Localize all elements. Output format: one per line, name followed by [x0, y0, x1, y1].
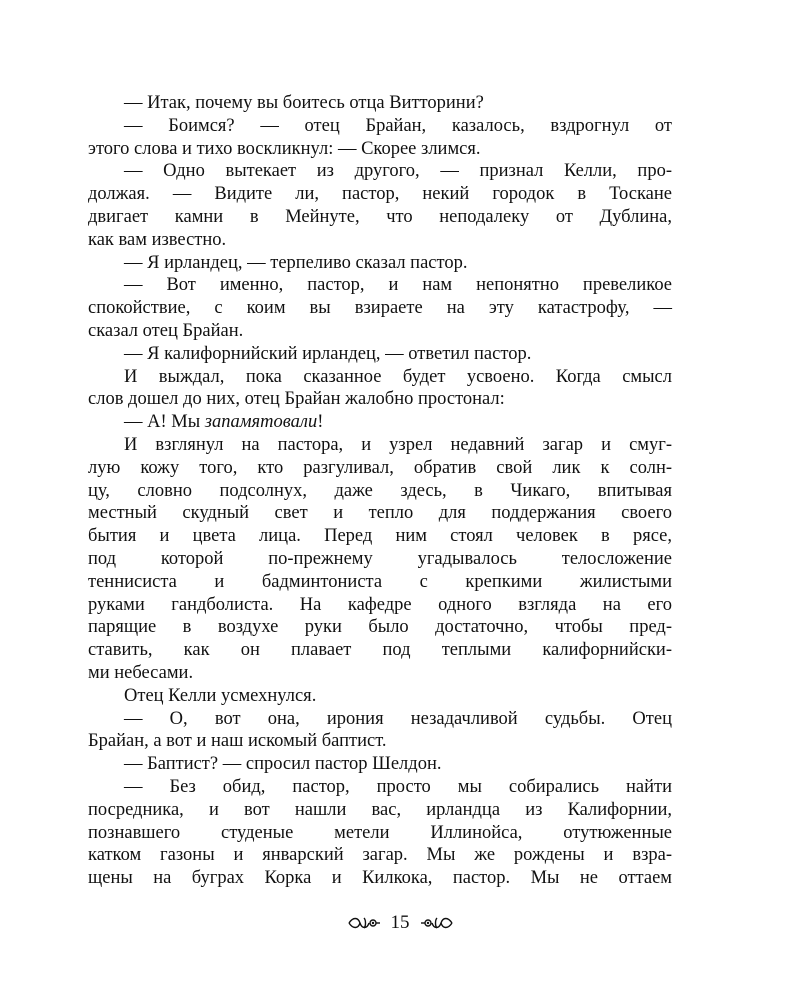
text-line	[88, 434, 672, 457]
text-line-content: двигает камни в Мейнуте, что неподалеку от Дублина,	[88, 206, 672, 227]
text-line	[88, 525, 672, 548]
text-line	[88, 92, 672, 115]
text-line	[88, 594, 672, 617]
text-line-content: сказал отец Брайан.	[88, 320, 244, 341]
text-line-content: — О, вот она, ирония незадачливой судьбы. Отец	[124, 708, 672, 729]
text-line	[88, 138, 672, 161]
text-line	[88, 183, 672, 206]
text-line	[88, 548, 672, 571]
text-line-content: И взглянул на пастора, и узрел недавний загар и смуг-	[124, 434, 672, 455]
text-line	[88, 411, 672, 434]
text-line-content: щены на буграх Корка и Килкока, пастор. Мы не оттаем	[88, 868, 672, 889]
text-line	[88, 457, 672, 480]
page-footer	[0, 908, 800, 938]
text-line-content: И выждал, пока сказанное будет усвоено. Когда смысл	[124, 366, 672, 387]
text-line-content: Отец Келли усмехнулся.	[124, 685, 317, 706]
text-line-content: — Одно вытекает из другого, — признал Келли, про-	[124, 161, 672, 182]
text-line	[88, 229, 672, 252]
text-line-content: ставить, как он плавает под теплыми калифорнийски-	[88, 640, 672, 661]
text-line	[88, 274, 672, 297]
text-line-content: — Я ирландец, — терпеливо сказал пастор.	[124, 252, 468, 273]
text-line	[88, 297, 672, 320]
text-line	[88, 662, 672, 685]
text-line-suffix: !	[317, 412, 324, 433]
text-line	[88, 639, 672, 662]
text-line	[88, 115, 672, 138]
text-line	[88, 708, 672, 731]
text-line	[88, 844, 672, 867]
text-line-content: — Итак, почему вы боитесь отца Витторини?	[124, 93, 484, 113]
floral-ornament-icon	[420, 914, 454, 932]
text-line	[88, 366, 672, 389]
text-line-content: слов дошел до них, отец Брайан жалобно простонал:	[88, 389, 505, 410]
italic-phrase: запамятовали	[204, 412, 318, 433]
text-line-content: местный скудный свет и тепло для поддержания своего	[88, 503, 672, 524]
text-line	[88, 480, 672, 503]
text-line-content: ми небесами.	[88, 662, 194, 683]
text-line	[88, 343, 672, 366]
text-line	[88, 571, 672, 594]
text-line-content: лую кожу того, кто разгуливал, обратив свой лик к солн-	[88, 457, 672, 478]
text-line-content: этого слова и тихо воскликнул: — Скорее злимся.	[88, 138, 481, 159]
text-line-content: теннисиста и бадминтониста с крепкими жилистыми	[88, 571, 672, 592]
text-line-content: — А! Мы	[124, 412, 205, 433]
text-line-content: парящие в воздухе руки было достаточно, чтобы пред-	[88, 617, 672, 638]
text-line	[88, 753, 672, 776]
text-line-content: цу, словно подсолнух, даже здесь, в Чикаго, впитывая	[88, 480, 672, 501]
text-line-content: должая. — Видите ли, пастор, некий городок в Тоскане	[88, 184, 672, 205]
text-line-content: — Вот именно, пастор, и нам непонятно превеликое	[124, 275, 672, 296]
text-line-content: бытия и цвета лица. Перед ним стоял человек в рясе,	[88, 526, 672, 547]
text-line	[88, 867, 672, 890]
text-line-content: катком газоны и январский загар. Мы же рождены и взра-	[88, 845, 672, 866]
text-line	[88, 206, 672, 229]
text-line	[88, 822, 672, 845]
text-line-content: — Без обид, пастор, просто мы собирались найти	[124, 776, 672, 797]
text-line	[88, 799, 672, 822]
text-line-content: спокойствие, с коим вы взираете на эту катастрофу, —	[88, 298, 672, 319]
text-line-content: — Баптист? — спросил пастор Шелдон.	[124, 754, 442, 775]
text-line-content: Брайан, а вот и наш искомый баптист.	[88, 731, 387, 752]
text-line-content: познавшего студеные метели Иллинойса, отутюженные	[88, 822, 672, 843]
text-line	[88, 160, 672, 183]
text-line	[88, 730, 672, 753]
text-line-content: руками гандболиста. На кафедре одного взгляда на его	[88, 594, 672, 615]
text-line-content: — Я калифорнийский ирландец, — ответил пастор.	[124, 343, 532, 364]
text-line-content: под которой по-прежнему угадывалось телосложение	[88, 548, 672, 569]
text-line	[88, 320, 672, 343]
text-line-content: посредника, и вот нашли вас, ирландца из Калифорнии,	[88, 799, 672, 820]
text-line	[88, 776, 672, 799]
text-line	[88, 685, 672, 708]
text-line	[88, 252, 672, 275]
floral-ornament-icon	[347, 914, 381, 932]
page-number: 15	[390, 912, 410, 933]
text-line-content: как вам известно.	[88, 229, 227, 250]
text-line	[88, 502, 672, 525]
text-line-content: — Боимся? — отец Брайан, казалось, вздрогнул от	[124, 115, 672, 136]
body-text	[88, 92, 672, 890]
text-line	[88, 388, 672, 411]
text-line	[88, 616, 672, 639]
